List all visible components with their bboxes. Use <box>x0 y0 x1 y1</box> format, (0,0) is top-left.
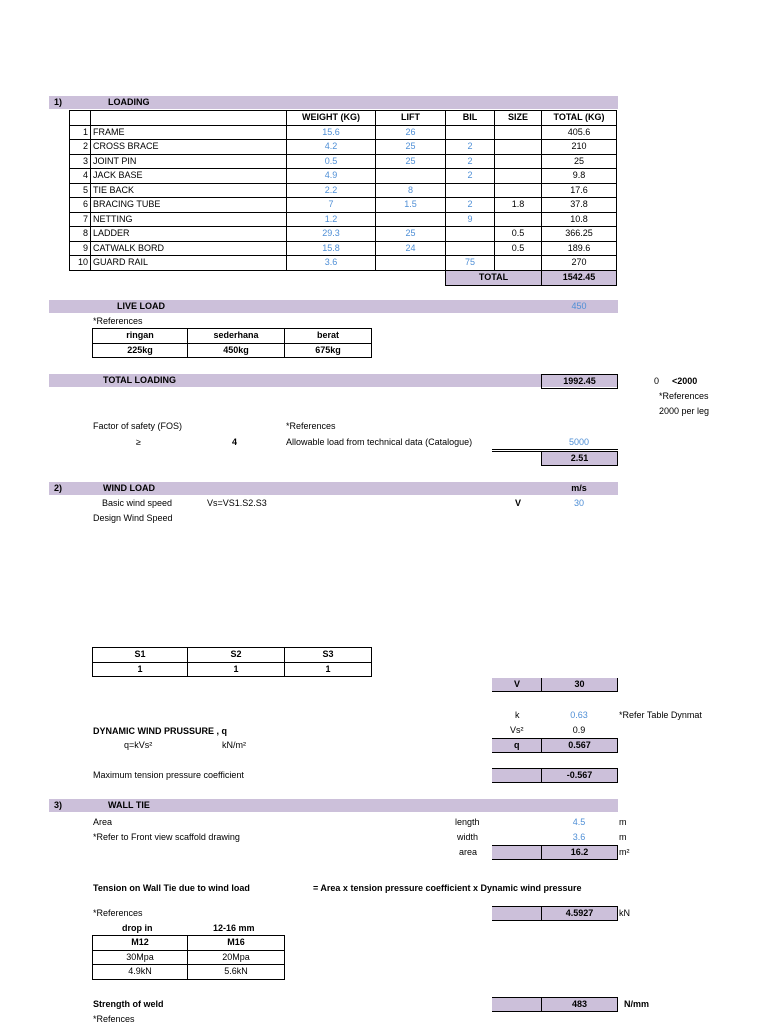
total-label: TOTAL <box>446 270 542 285</box>
table-row: 6 BRACING TUBE 7 1.5 2 1.8 37.8 <box>70 198 617 213</box>
length-label: length <box>455 817 480 827</box>
v-box-value: 30 <box>541 678 618 691</box>
design-wind-label: Design Wind Speed <box>93 513 173 523</box>
section-number: 3) <box>54 800 63 810</box>
area-value: 16.2 <box>541 845 618 860</box>
section-number: 1) <box>54 97 63 107</box>
table-row: 2 CROSS BRACE 4.2 25 2 210 <box>70 140 617 155</box>
fos-references: *References <box>286 421 336 431</box>
k-note: *Refer Table Dynmat <box>619 710 702 720</box>
k-label: k <box>515 710 520 720</box>
side-note: 2000 per leg <box>659 406 710 416</box>
area-unit: m² <box>619 847 630 857</box>
weld-unit: N/mm <box>624 999 650 1009</box>
table-row: 5 TIE BACK 2.2 8 17.6 <box>70 183 617 198</box>
section-title: LOADING <box>108 97 150 107</box>
table-row: 1 FRAME 15.6 26 405.6 <box>70 125 617 140</box>
side-references: *References <box>659 391 709 401</box>
table-header-row <box>70 111 617 126</box>
col-header-total: TOTAL (KG) <box>542 111 617 126</box>
refer-drawing: *Refer to Front view scaffold drawing <box>93 832 240 842</box>
fos-value: 4 <box>232 437 238 447</box>
width-value: 3.6 <box>572 832 586 842</box>
s-factor-table: S1 S2 S3 1 1 1 <box>92 647 372 677</box>
side-zero: 0 <box>654 376 660 386</box>
k-value: 0.63 <box>570 710 588 720</box>
max-tension-label: Maximum tension pressure coefficient <box>93 770 244 780</box>
v-box-label: V <box>514 679 521 689</box>
q-label: q <box>514 740 520 750</box>
tension-unit: kN <box>619 908 630 918</box>
area-label-2: area <box>459 847 478 857</box>
side-lt-2000: <2000 <box>672 376 698 386</box>
area-label: Area <box>93 817 113 827</box>
table-row: 4 JACK BASE 4.9 2 9.8 <box>70 169 617 184</box>
tension-title: Tension on Wall Tie due to wind load <box>93 883 250 893</box>
table-row: 7 NETTING 1.2 9 10.8 <box>70 212 617 227</box>
vs2-label: Vs² <box>510 725 524 735</box>
anchor-header-size: 12-16 mm <box>213 923 255 933</box>
col-header-size: SIZE <box>495 111 542 126</box>
table-row: 8 LADDER 29.3 25 0.5 366.25 <box>70 227 617 242</box>
allowable-label: Allowable load from technical data (Catalogue) <box>286 437 473 447</box>
section-number: 2) <box>54 483 63 493</box>
wall-tie-references: *References <box>93 908 143 918</box>
section-title: WIND LOAD <box>103 483 155 493</box>
table-row: 10 GUARD RAIL 3.6 75 270 <box>70 256 617 271</box>
dynamic-wind-label: DYNAMIC WIND PRUSSURE , q <box>93 726 228 736</box>
weld-value: 483 <box>541 997 618 1012</box>
live-load-value: 450 <box>571 301 587 311</box>
q-unit: kN/m² <box>222 740 246 750</box>
tension-formula: = Area x tension pressure coefficient x Dynamic wind pressure <box>313 883 582 893</box>
col-header-lift: LIFT <box>376 111 446 126</box>
live-load-references: *References <box>93 316 143 326</box>
v-symbol: V <box>515 498 522 508</box>
fos-ratio: 2.51 <box>541 451 618 466</box>
total-value: 1542.45 <box>542 270 617 285</box>
tension-value: 4.5927 <box>541 906 618 921</box>
total-loading-value: 1992.45 <box>541 374 618 389</box>
fos-symbol: ≥ <box>136 437 141 447</box>
fos-label: Factor of safety (FOS) <box>93 421 183 431</box>
col-header-bil: BIL <box>446 111 495 126</box>
q-formula: q=kVs² <box>124 740 153 750</box>
wind-unit: m/s <box>571 483 587 493</box>
length-value: 4.5 <box>572 817 586 827</box>
v-value: 30 <box>573 498 584 508</box>
width-unit: m <box>619 832 627 842</box>
col-header-weight: WEIGHT (KG) <box>287 111 376 126</box>
table-row: 3 JOINT PIN 0.5 25 2 25 <box>70 154 617 169</box>
live-load-table: ringan sederhana berat 225kg 450kg 675kg <box>92 328 372 358</box>
loading-table <box>69 110 617 286</box>
allowable-value: 5000 <box>568 437 590 447</box>
max-tension-value: -0.567 <box>541 768 618 783</box>
basic-wind-label: Basic wind speed <box>102 498 173 508</box>
total-loading-title: TOTAL LOADING <box>103 375 176 385</box>
section-title: WALL TIE <box>108 800 150 810</box>
anchor-table: M12 M16 30Mpa 20Mpa 4.9kN 5.6kN <box>92 935 285 980</box>
total-row <box>70 270 617 285</box>
weld-label: Strength of weld <box>93 999 164 1009</box>
anchor-header-dropin: drop in <box>122 923 153 933</box>
live-load-title: LIVE LOAD <box>117 301 166 311</box>
width-label: width <box>457 832 479 842</box>
length-unit: m <box>619 817 627 827</box>
q-value: 0.567 <box>541 738 618 753</box>
table-row: 9 CATWALK BORD 15.8 24 0.5 189.6 <box>70 241 617 256</box>
references-bottom: *Refences <box>93 1014 135 1024</box>
vs2-value: 0.9 <box>572 725 586 735</box>
wind-formula: Vs=VS1.S2.S3 <box>207 498 267 508</box>
